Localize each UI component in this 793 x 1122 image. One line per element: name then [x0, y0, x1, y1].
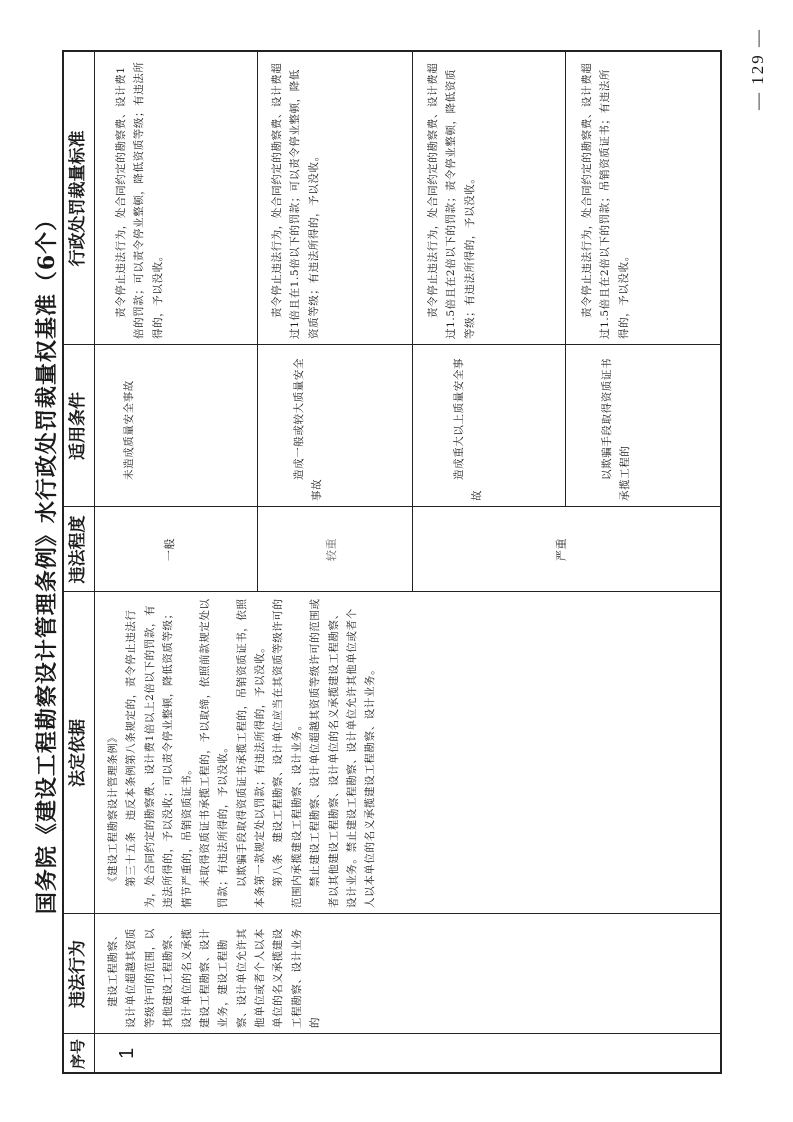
col-divider-1: [62, 1033, 722, 1034]
basis-line: 禁止建设工程勘察、设计单位超越其资质等级许可的范围或者以其他建设工程勘察、设计单位的名义承揽建设工程勘察、设计业务。禁止建设工程勘察、设计单位允许其他单位或者个人以本单位的名义承揽建设工程勘察、设计业务。: [309, 598, 377, 908]
degree-level-1: 一般: [163, 537, 176, 562]
standard-level-3: [424, 58, 479, 339]
standard-text: 责令停止违法行为，处合同约定的勘察费、设计费1倍的罚款；可以责令停业整顿，降低资质等级；有违法所得的，予以没收。: [115, 61, 164, 339]
condition-text: 以欺骗手段取得资质证书承揽工程的: [601, 357, 632, 501]
standard-level-4: [578, 58, 633, 339]
header-basis: 法定依据: [68, 719, 88, 787]
condition-level-3: [450, 351, 487, 501]
row-divider-3: [565, 52, 566, 507]
legal-basis: [104, 598, 380, 908]
page-number: — 129 —: [748, 28, 767, 110]
condition-level-1: [120, 351, 138, 501]
basis-line: 《建设工程勘察设计管理条例》: [107, 731, 119, 887]
standard-level-2: [268, 58, 323, 339]
condition-text: 造成重大以上质量安全事故: [453, 357, 484, 501]
condition-text: 未造成质量安全事故: [123, 380, 135, 480]
condition-level-4: [598, 351, 635, 501]
header-divider: [94, 50, 95, 1074]
basis-line: 未取得资质证书承揽工程的，予以取缔，依照前款规定处以罚款；有违法所得的，予以没收。: [198, 598, 230, 908]
table-border-bottom: [720, 50, 722, 1074]
basis-line: 以欺骗手段取得资质证书承揽工程的，吊销资质证书，依照本条第一款规定处以罚款；有违法所得的，予以没收。: [235, 598, 266, 908]
condition-text: 造成一般或较大质量安全事故: [293, 357, 324, 501]
page-title: 国务院《建设工程勘察设计管理条例》水行政处罚裁量权基准（6个）: [34, 207, 60, 915]
standard-text: 责令停止违法行为，处合同约定的勘察费、设计费超过1倍且在1.5倍以下的罚款；可以责令停业整顿，降低资质等级；有违法所得的，予以没收。: [271, 62, 320, 339]
standard-level-1: [112, 58, 167, 339]
col-divider-5: [62, 344, 722, 345]
row-divider-2: [412, 52, 413, 592]
basis-line: 第八条 建设工程勘察、设计单位应当在其资质等级许可的范围内承揽建设工程勘察、设计业务。: [272, 598, 303, 908]
standard-text: 责令停止违法行为，处合同约定的勘察费、设计费超过1.5倍且在2倍以下的罚款；责令停业整顿，降低资质等级；有违法所得的，予以没收。: [427, 62, 476, 339]
header-behavior: 违法行为: [68, 940, 88, 1008]
header-seq: 序号: [69, 1039, 87, 1070]
header-condition: 适用条件: [68, 392, 88, 460]
violation-behavior-text: 建设工程勘察、设计单位超越其资质等级许可的范围，以其他建设工程勘察、设计单位的名义承揽建设工程勘察、设计业务，建设工程勘察、设计单位允许其他单位或者个人以本单位的名义承揽建设工程勘察、设计业务的: [107, 928, 322, 1028]
header-standard: 行政处罚裁量标准: [68, 130, 88, 267]
basis-line: 第三十五条 违反本条例第八条规定的，责令停止违法行为，处合同约定的勘察费、设计费1倍以上2倍以下的罚款，有违法所得的，予以没收；可以责令停业整顿，降低资质等级；情节严重的，吊销资质证书。: [125, 604, 193, 908]
condition-level-2: [290, 351, 327, 501]
standard-text: 责令停止违法行为，处合同约定的勘察费、设计费超过1.5倍且在2倍以下的罚款；吊销资质证书；有违法所得的，予以没收。: [581, 62, 630, 339]
col-divider-2: [62, 913, 722, 914]
row-divider-1: [257, 52, 258, 592]
degree-level-2: 较重: [325, 537, 338, 562]
row-seq: 1: [116, 1047, 138, 1059]
header-degree: 违法程度: [68, 515, 88, 584]
table-border-left: [62, 1072, 722, 1074]
table-border-right: [62, 50, 722, 52]
degree-level-3: 严重: [555, 537, 568, 562]
violation-behavior: [104, 920, 325, 1028]
